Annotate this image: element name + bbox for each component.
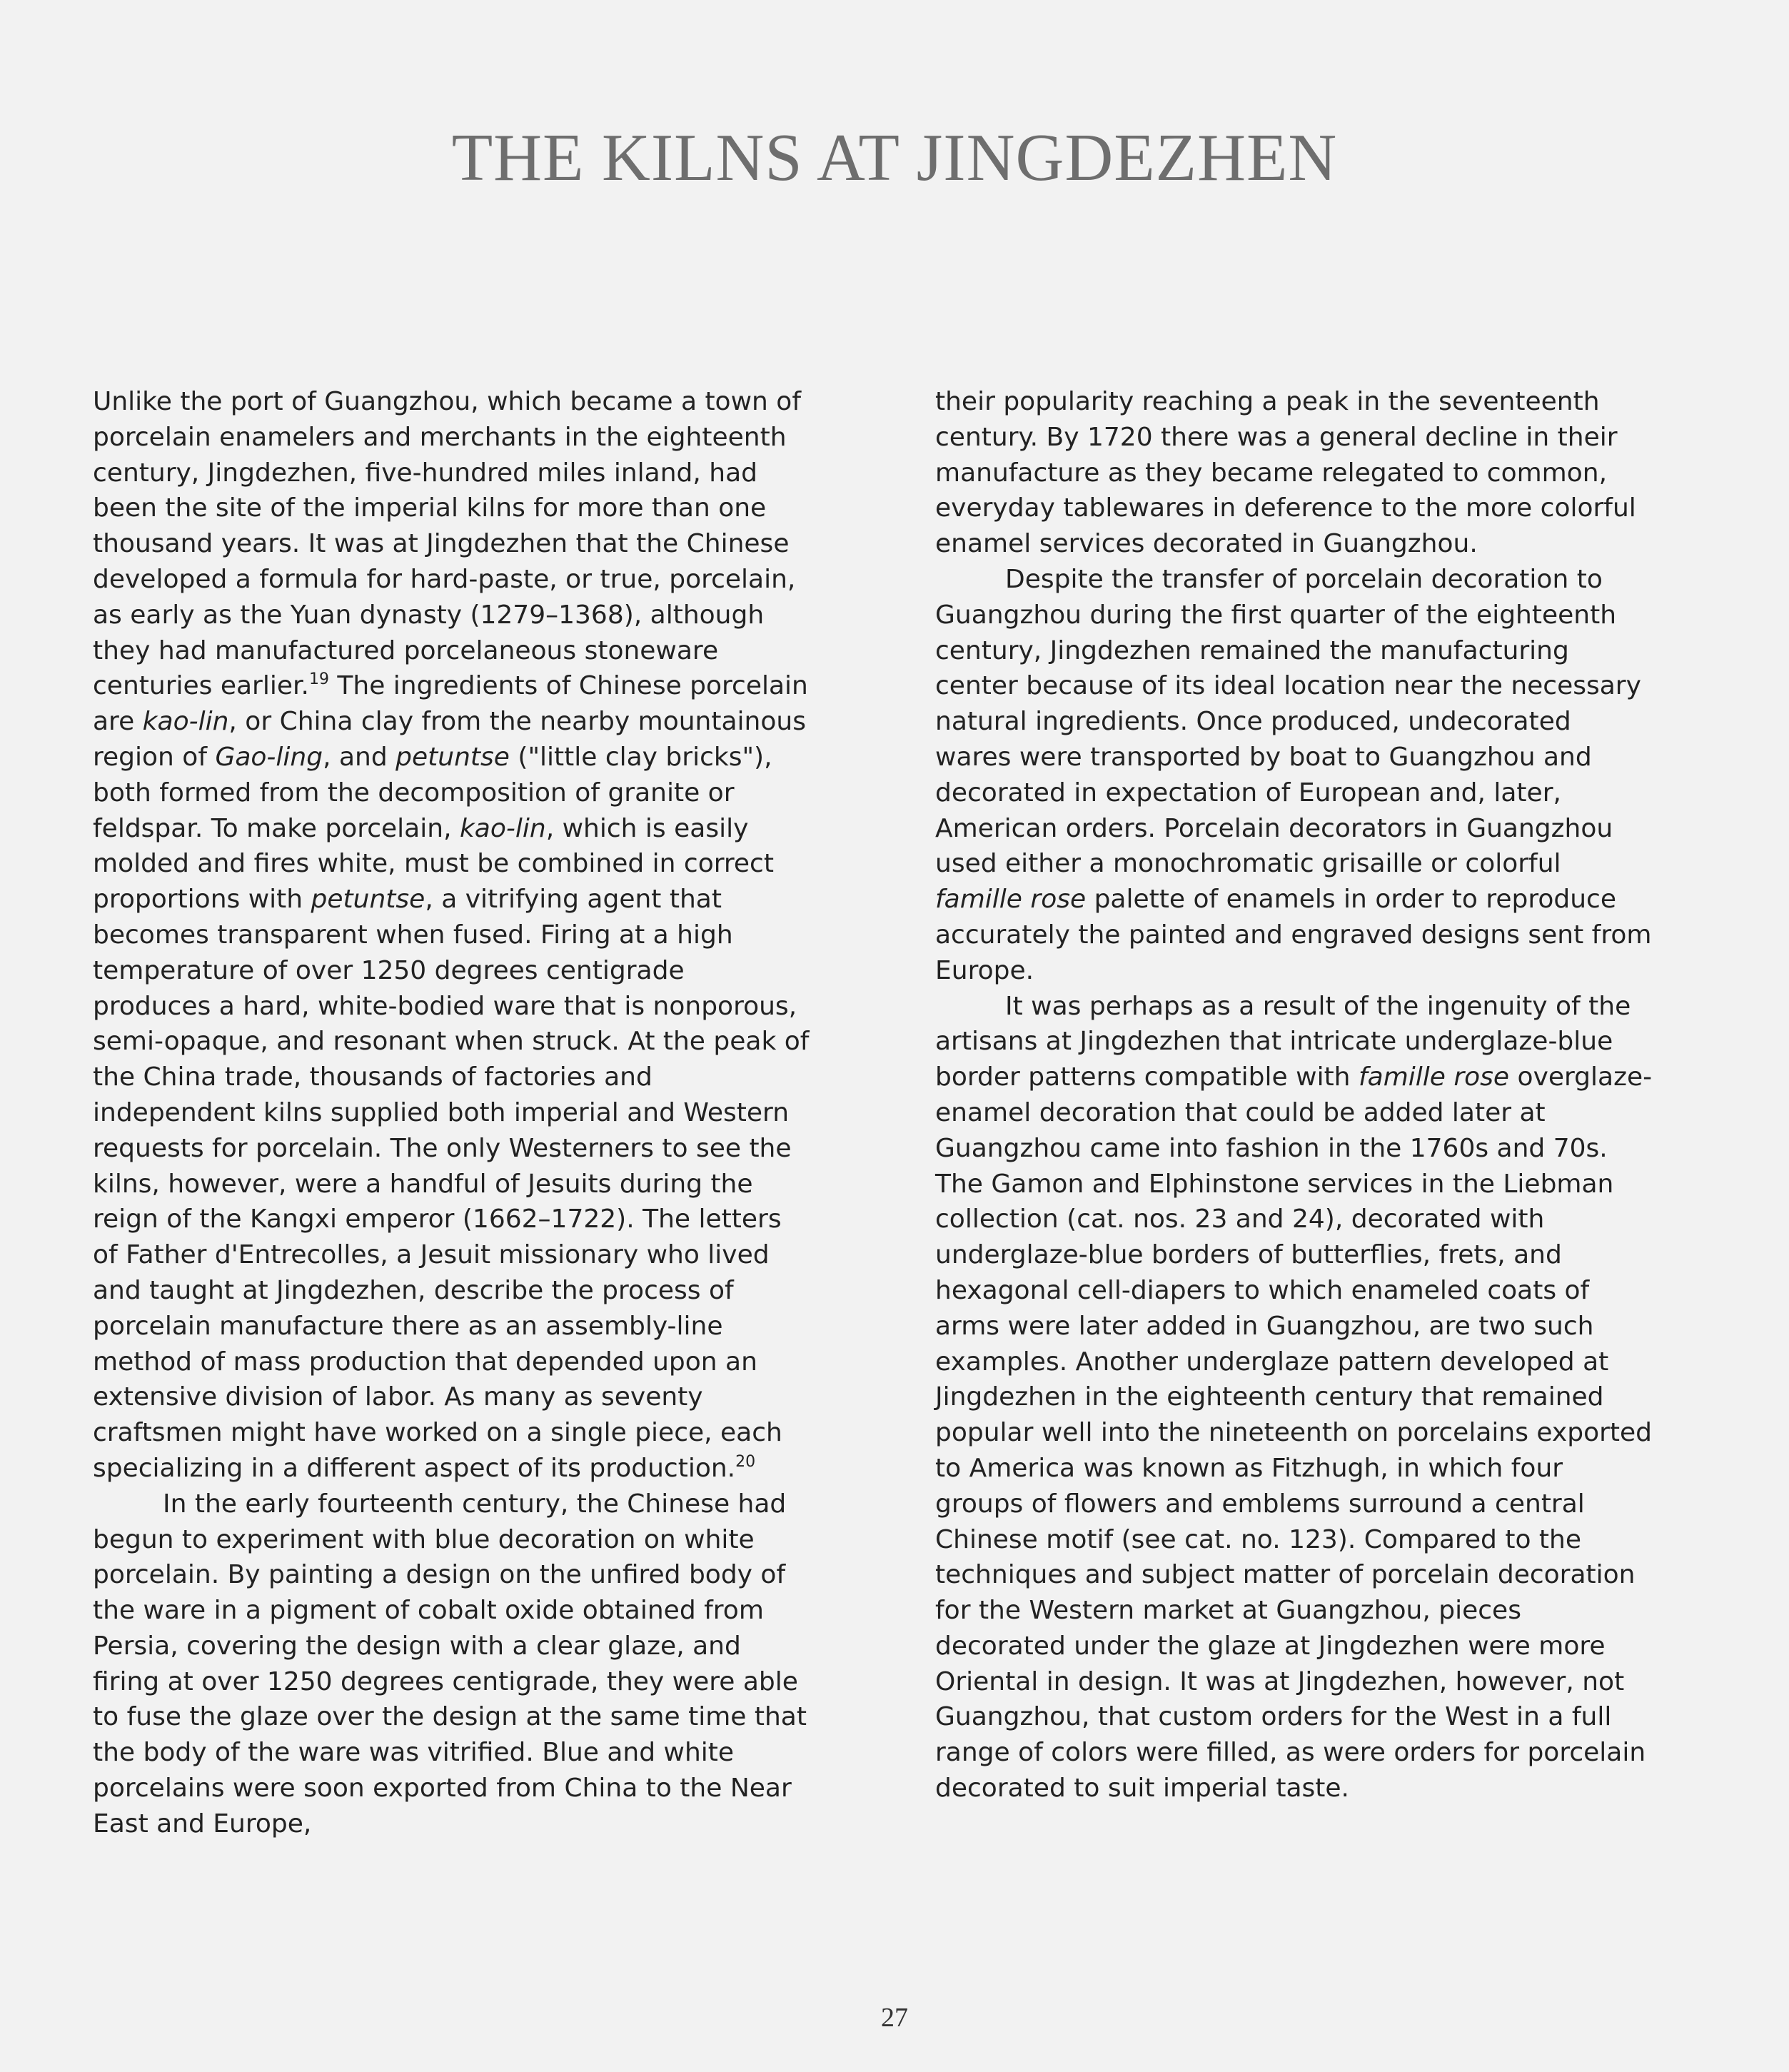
italic-term: kao-lin (459, 813, 546, 843)
paragraph: their popularity reaching a peak in the seventeenth century. By 1720 there was a general decline in their manufacture as they became relegated to common, everyday tablewares in deference to the more colorful enamel services decorated in Guangzhou. (935, 387, 1636, 559)
text-run: overglaze-enamel decoration that could be added later at Guangzhou came into fashion in the 1760s and 70s. The Gamon and Elphinstone services in the Liebman collection (cat. nos. 23 and 24), decorated with underglaze-blue borders of butterflies, frets, and hexagonal cell-diapers to which enameled coats of arms were later added in Guangzhou, are two such examples. Another underglaze pattern developed at Jingdezhen in the eighteenth century that remained popular well into the nineteenth on porcelains exported to America was known as Fitzhugh, in which four groups of flowers and emblems surround a central Chinese motif (see cat. no. 123). Compared to the techniques and subject matter of porcelain decoration for the Western market at Guangzhou, pieces decorated under the glaze at Jingdezhen were more Oriental in design. It was at Jingdezhen, however, not Guangzhou, that custom orders for the West in a full range of colors were filled, as were orders for porcelain decorated to suit imperial taste. (935, 1062, 1653, 1804)
paragraph (935, 562, 1653, 989)
paragraph (93, 384, 810, 1487)
text-run: , which is easily molded and fires white, must be combined in correct proportions with (93, 813, 774, 915)
italic-term: famille rose (1358, 1062, 1510, 1092)
right-column (935, 384, 1653, 1806)
text-run: Unlike the port of Guangzhou, which became a town of porcelain enamelers and merchants in the eighteenth century, Jingdezhen, five-hundred miles inland, had been the site of the imperial kilns for more than one thousand years. It was at Jingdezhen that the Chinese developed a formula for hard-paste, or true, porcelain, as early as the Yuan dynasty (1279–1368), although they had manufactured porcelaneous stoneware centuries earlier. (93, 387, 801, 701)
page-title: THE KILNS AT JINGDEZHEN (451, 121, 1338, 195)
paragraph (935, 989, 1653, 1806)
paragraph: In the early fourteenth century, the Chinese had begun to experiment with blue decoration on white porcelain. By painting a design on the unfired body of the ware in a pigment of cobalt oxide obtained from Persia, covering the design with a clear glaze, and firing at over 1250 degrees centigrade, they were able to fuse the glaze over the design at the same time that the body of the ware was vitrified. Blue and white porcelains were soon exported from China to the Near East and Europe, (93, 1489, 807, 1839)
text-run: The ingredients of Chinese porcelain are (93, 671, 808, 737)
footnote-marker: 19 (308, 670, 329, 689)
italic-term: petuntse (395, 742, 510, 772)
text-run: , and (323, 742, 396, 772)
text-run: ("little clay bricks"), both formed from the decomposition of granite or feldspar. To make porcelain, (93, 742, 772, 843)
italic-term: famille rose (935, 885, 1087, 915)
footnote-marker: 20 (735, 1452, 756, 1471)
text-run: , a vitrifying agent that becomes transparent when fused. Firing at a high temperature of over 1250 degrees centigrade produces a hard, white-bodied ware that is nonporous, semi-opaque, and resonant when struck. At the peak of the China trade, thousands of factories and independent kilns supplied both imperial and Western requests for porcelain. The only Westerners to see the kilns, however, were a handful of Jesuits during the reign of the Kangxi emperor (1662–1722). The letters of Father d'Entrecolles, a Jesuit missionary who lived and taught at Jingdezhen, describe the process of porcelain manufacture there as an assembly-line method of mass production that depended upon an extensive division of labor. As many as seventy craftsmen might have worked on a single piece, each specializing in a different aspect of its production. (93, 885, 810, 1483)
left-column (93, 384, 810, 1842)
text-run: It was perhaps as a result of the ingenuity of the artisans at Jingdezhen that intricate underglaze-blue border patterns compatible with (935, 991, 1631, 1092)
page-number: 27 (881, 2003, 908, 2033)
italic-term: petuntse (311, 885, 425, 915)
text-run: palette of enamels in order to reproduce accurately the painted and engraved designs sent from Europe. (935, 885, 1652, 985)
italic-term: kao-lin (142, 707, 229, 737)
italic-term: Gao-ling (215, 742, 323, 772)
text-run: , or China clay from the nearby mountainous region of (93, 707, 806, 772)
text-run: Despite the transfer of porcelain decoration to Guangzhou during the first quarter of the eighteenth century, Jingdezhen remained the manufacturing center because of its ideal location near the necessary natural ingredients. Once produced, undecorated wares were transported by boat to Guangzhou and decorated in expectation of European and, later, American orders. Porcelain decorators in Guangzhou used either a monochromatic grisaille or colorful (935, 564, 1641, 879)
